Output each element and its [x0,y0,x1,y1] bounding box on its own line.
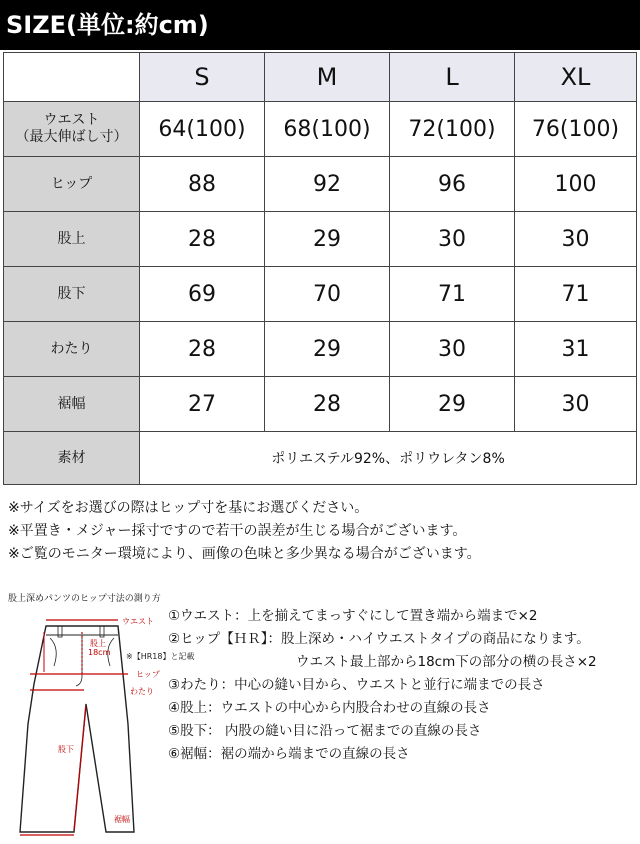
instruction-line: ②ヒップ【ＨＲ】：股上深め・ハイウエストタイプの商品になります。 [168,631,590,647]
instruction-line: ④股上：ウエストの中心から内股合わせの直線の長さ [168,700,491,716]
row-label-hip: ヒップ [4,157,140,212]
instruction-line: ⑥裾幅：裾の端から端までの直線の長さ [168,746,410,762]
diagram-note-hr18: ※【HR18】と記載 [126,652,195,661]
cell-thigh-s: 28 [140,322,265,377]
row-label-material: 素材 [4,432,140,485]
size-header-s: S [140,53,265,102]
cell-rise-s: 28 [140,212,265,267]
diagram-label-hip: ヒップ [136,670,160,679]
cell-hip-xl: 100 [515,157,637,212]
cell-inseam-m: 70 [265,267,390,322]
row-label-waist-line1: ウエスト [43,112,100,128]
size-header-xl: XL [515,53,637,102]
cell-hem-l: 29 [390,377,515,432]
table-row-hip [4,157,637,212]
diagram-label-rise: 股上 [90,639,106,648]
cell-hem-xl: 30 [515,377,637,432]
instruction-line: ⑤股下： 内股の縫い目に沿って裾までの直線の長さ [168,723,482,739]
table-row-hem [4,377,637,432]
table-row-thigh [4,322,637,377]
size-header-l: L [390,53,515,102]
cell-material: ポリエステル92%、ポリウレタン8% [140,432,637,485]
pants-diagram [6,604,195,839]
cell-hip-s: 88 [140,157,265,212]
cell-waist-l: 72(100) [390,102,515,157]
note-line: ※平置き・メジャー採寸ですので若干の誤差が生じる場合がございます。 [8,523,467,539]
notes-block [8,497,481,566]
instruction-line: ③わたり：中心の縫い目から、ウエストと並行に端までの長さ [168,677,545,693]
diagram-label-waist: ウエスト [122,617,154,626]
note-line: ※サイズをお選びの際はヒップ寸を基にお選びください。 [8,500,369,516]
cell-inseam-s: 69 [140,267,265,322]
cell-rise-m: 29 [265,212,390,267]
row-label-rise: 股上 [4,212,140,267]
corner-cell [4,53,140,102]
diagram-label-18cm: 18cm [88,648,111,657]
diagram-label-thigh: わたり [130,687,154,696]
instruction-line: ①ウエスト：上を揃えてまっすぐにして置き端から端まで×2 [168,608,538,624]
diagram-label-hem: 裾幅 [114,815,130,824]
size-header-m: M [265,53,390,102]
cell-waist-s: 64(100) [140,102,265,157]
pants-illustration [6,604,166,839]
instruction-line: ウエスト最上部から18cm下の部分の横の長さ×2 [296,654,597,670]
cell-inseam-xl: 71 [515,267,637,322]
row-label-waist [4,102,140,157]
cell-hip-m: 92 [265,157,390,212]
cell-hem-s: 27 [140,377,265,432]
cell-thigh-xl: 31 [515,322,637,377]
cell-hip-l: 96 [390,157,515,212]
table-row-inseam [4,267,637,322]
cell-waist-xl: 76(100) [515,102,637,157]
cell-thigh-l: 30 [390,322,515,377]
size-table [3,52,637,485]
row-label-inseam: 股下 [4,267,140,322]
cell-inseam-l: 71 [390,267,515,322]
table-row-waist [4,102,637,157]
size-header-row [4,53,637,102]
row-label-hem: 裾幅 [4,377,140,432]
cell-rise-xl: 30 [515,212,637,267]
table-row-material [4,432,637,485]
cell-thigh-m: 29 [265,322,390,377]
measure-instructions [168,605,597,766]
row-label-thigh: わたり [4,322,140,377]
diagram-label-inseam: 股下 [58,745,74,754]
table-row-rise [4,212,637,267]
row-label-waist-line2: （最大伸ばし寸） [15,129,128,145]
page-title: SIZE(単位:約cm) [0,0,640,50]
cell-hem-m: 28 [265,377,390,432]
diagram-title: 股上深めパンツのヒップ寸法の測り方 [8,594,161,604]
cell-rise-l: 30 [390,212,515,267]
note-line: ※ご覧のモニター環境により、画像の色味と多少異なる場合がございます。 [8,546,481,562]
cell-waist-m: 68(100) [265,102,390,157]
